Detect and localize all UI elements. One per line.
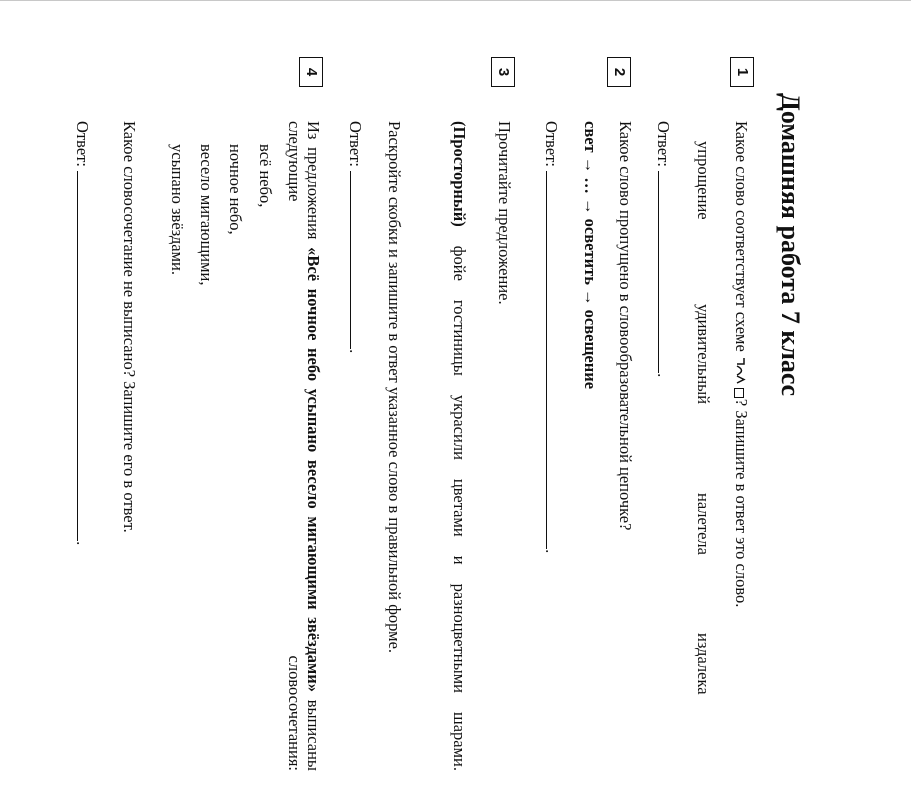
task-4-phrase-2: ночное небо, [226,144,245,235]
task-2-answer-row [542,121,562,553]
task-4-question: Какое словосочетание не выписано? Запишите его в ответ. [120,121,139,533]
task-4-phrase-1: всё небо, [256,144,275,208]
prompt-before: Из предложения [304,121,323,248]
chain-arrow: → [581,289,600,306]
morpheme-scheme-icon [734,357,748,398]
task-3-answer-row [346,121,366,353]
answer-end: . [73,541,92,546]
chain-word-3: осветить [581,218,600,285]
prompt-bold-sentence: «Всё ночное небо усыпано весело мигающими звёздами» [304,247,323,693]
chain-word-1: свет [581,121,600,153]
ending-square [734,388,744,398]
task-number-1: 1 [730,57,754,87]
task-1-prompt-before: Какое слово соответствует схеме [732,121,751,352]
chain-arrow: → [581,198,600,215]
task-3-instruction: Раскройте скобки и запишите в ответ указанное слово в правильной форме. [385,121,404,654]
task-1-prompt-after: ? Запишите в ответ это слово. [732,398,751,608]
answer-end: . [654,373,673,378]
page-title: Домашняя работа 7 класс [776,93,805,396]
answer-label: Ответ: [346,121,365,167]
task-1-option-2: удивительный [694,304,713,405]
task-4-phrase-3: весело мигающими, [197,144,216,286]
sentence-bold-word: (Просторный) [450,121,469,227]
task-1-option-4: издалека [694,633,713,695]
rotated-sheet [0,1,911,810]
task-2-chain [581,121,600,389]
answer-field[interactable] [546,171,562,549]
task-1-prompt [732,121,751,607]
task-number-3: 3 [491,57,515,87]
task-2-prompt: Какое слово пропущено в словообразовательной цепочке? [616,121,635,531]
scheme-glyphs [734,357,748,387]
task-4-prompt [285,121,323,771]
answer-field[interactable] [77,171,93,541]
task-4-phrase-4: усыпано звёздами. [168,144,187,275]
chain-word-4: освещение [581,309,600,390]
chain-arrow: → [581,156,600,174]
answer-end: . [542,549,561,554]
task-3-prompt: Прочитайте предложение. [495,121,514,305]
answer-end: . [346,349,365,354]
answer-field[interactable] [350,171,366,349]
task-1-option-1: упрощение [694,141,713,220]
answer-label: Ответ: [654,121,673,167]
prompt-after: выписаны следующие словосочетания: [285,121,323,772]
answer-label: Ответ: [542,121,561,167]
chain-word-2: … [581,177,600,194]
answer-label: Ответ: [73,121,92,167]
task-4-answer-row [73,121,93,545]
task-number-4: 4 [299,57,323,87]
sentence-rest: фойе гостиницы украсили цветами и разноцветными шарами. [450,226,469,771]
answer-field[interactable] [658,171,674,373]
task-1-answer-row [654,121,674,377]
task-number-2: 2 [607,57,631,87]
task-1-option-3: налетела [694,493,713,555]
task-3-sentence [450,121,469,771]
